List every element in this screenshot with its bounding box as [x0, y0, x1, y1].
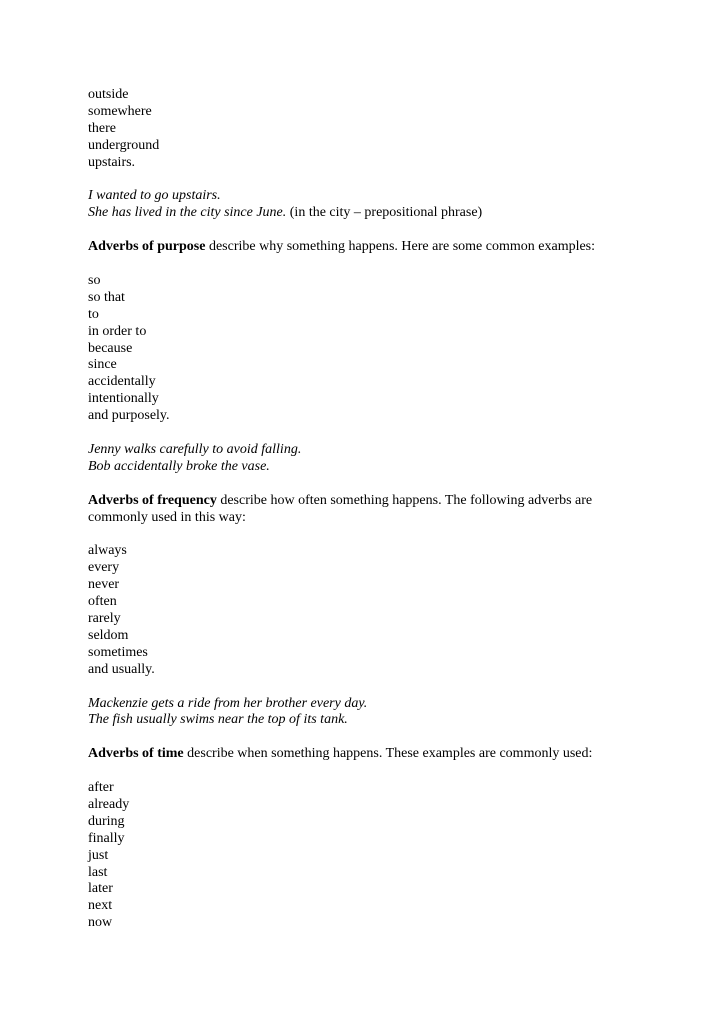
example-sentence: The fish usually swims near the top of its tank.	[88, 712, 348, 728]
list-item: next	[88, 898, 113, 914]
list-item: already	[88, 796, 130, 812]
spacer	[88, 222, 688, 239]
frequency-text: describe how often something happens. The following adverbs are	[216, 492, 593, 508]
list-item: just	[88, 847, 109, 863]
list-item: always	[88, 543, 127, 559]
spacer	[88, 679, 688, 696]
list-item: upstairs.	[88, 154, 136, 170]
list-item: because	[88, 340, 133, 356]
list-item: since	[88, 357, 117, 373]
example-sentence: Bob accidentally broke the vase.	[88, 458, 270, 474]
time-text: describe when something happens. These examples are commonly used:	[183, 746, 593, 762]
purpose-examples	[88, 442, 688, 476]
spacer	[88, 729, 688, 746]
list-item: rarely	[88, 611, 121, 626]
example-sentence: Mackenzie gets a ride from her brother every day.	[88, 695, 368, 711]
list-item: after	[88, 780, 114, 796]
frequency-line-1	[88, 493, 688, 510]
place-adverb-list	[88, 87, 688, 172]
purpose-heading: Adverbs of purpose	[88, 239, 206, 255]
list-item: often	[88, 594, 117, 610]
frequency-heading: Adverbs of frequency	[88, 492, 217, 508]
example-italic: She has lived in the city since June.	[88, 205, 287, 221]
list-item: so	[88, 272, 101, 288]
list-item: there	[88, 120, 116, 136]
list-item: in order to	[88, 323, 147, 339]
list-item: to	[88, 306, 99, 322]
list-item: somewhere	[88, 103, 152, 119]
list-item: sometimes	[88, 644, 148, 660]
list-item: now	[88, 915, 113, 931]
list-item: and purposely.	[88, 408, 170, 424]
list-item: underground	[88, 137, 160, 153]
spacer	[88, 172, 688, 189]
example-sentence: Jenny walks carefully to avoid falling.	[88, 441, 302, 457]
time-paragraph	[88, 746, 688, 763]
list-item: never	[88, 577, 120, 593]
list-item: later	[88, 881, 113, 897]
list-item: accidentally	[88, 374, 156, 390]
list-item: every	[88, 560, 120, 576]
frequency-paragraph	[88, 493, 688, 527]
purpose-text: describe why something happens. Here are some common examples:	[205, 239, 596, 255]
list-item: finally	[88, 830, 125, 846]
spacer	[88, 425, 688, 442]
spacer	[88, 256, 688, 273]
frequency-line-2: commonly used in this way:	[88, 509, 246, 525]
list-item: and usually.	[88, 661, 155, 677]
place-examples	[88, 188, 688, 222]
list-item: outside	[88, 87, 129, 102]
purpose-paragraph	[88, 239, 688, 256]
list-item: last	[88, 864, 108, 880]
purpose-adverb-list	[88, 273, 688, 425]
frequency-adverb-list	[88, 543, 688, 678]
list-item: so that	[88, 289, 125, 305]
example-sentence	[88, 205, 688, 222]
document-page	[88, 87, 688, 932]
time-adverb-list	[88, 780, 688, 932]
example-sentence: I wanted to go upstairs.	[88, 188, 221, 204]
spacer	[88, 526, 688, 543]
spacer	[88, 476, 688, 493]
list-item: seldom	[88, 627, 129, 643]
spacer	[88, 763, 688, 780]
list-item: during	[88, 813, 125, 829]
example-note: (in the city – prepositional phrase)	[286, 205, 483, 221]
time-heading: Adverbs of time	[88, 746, 184, 762]
list-item: intentionally	[88, 391, 159, 407]
frequency-examples	[88, 696, 688, 730]
